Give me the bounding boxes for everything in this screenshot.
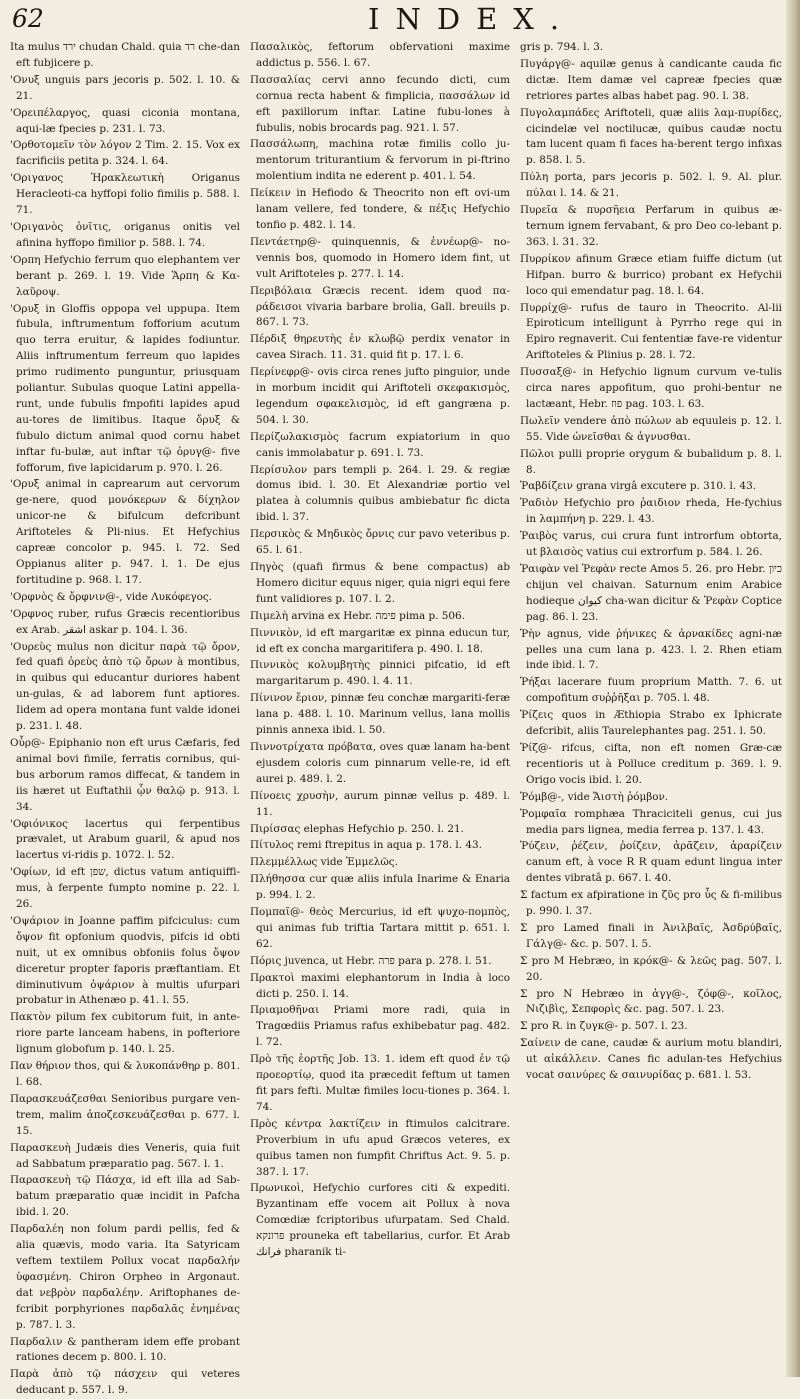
index-entry: Ita mulus ירד chudan Chald. quia רד che-dan eft fubjicere p. <box>10 41 240 69</box>
index-entry: Πιννοτρίχατα πρόβατα, oves quæ lanam ha-bent ejusdem coloris cum pinnarum velle-re, id eft aurei p. 489. l. 2. <box>250 740 510 785</box>
index-entry: Πρὸ τῆς ἑορτῆς Job. 13. 1. idem eft quod ἐν τῷ προεορτίῳ, quod ita præcedit feftum ut tamen fit pars fefti. Multæ fimiles locu-tiones p. 364. l. 74. <box>250 1053 510 1113</box>
index-entry: Παρδαλέη non folum pardi pellis, fed & alia quævis, modo varia. Ita Satyricam veftem textilem Pollux vocat παρδαλήν ὑφασμένη. Chiron Orpheo in Argonaut. dat νεβρὸν παρδαλέην. Ariftophanes de-fcribit porphyriones παρδαλᾶς ἐνημένας p. 787. l. 3. <box>10 1223 240 1331</box>
index-entry: 'Ορπη Hefychio ferrum quo elephantem ver berant p. 269. l. 19. Vide Ἅρπη & Κα-λαῦροψ. <box>10 253 240 298</box>
index-entry: Πυγάργ@- aquilæ genus à candicante cauda fic dictæ. Item damæ vel capreæ fpecies quæ retriores partes albas habet pag. 90. l. 38. <box>520 57 782 102</box>
index-entry: 'Ορφνος ruber, rufus Græcis recentioribus ex Arab. اشقر askar p. 104. l. 36. <box>10 607 240 636</box>
index-entry: Παν θήριον thos, qui & λυκοπάνθηρ p. 801. l. 68. <box>10 1060 240 1088</box>
index-entry: 'Ορθοτομεῖν τὸν λόγον 2 Tim. 2. 15. Vox ex facrificiis petita p. 324. l. 64. <box>10 139 240 168</box>
index-entry: Πιμελὴ arvina ex Hebr. פימה pima p. 506. <box>250 609 465 622</box>
index-entry: Ῥίζ@- rifcus, cifta, non eft nomen Græ-cæ recentioris ut à Polluce creditum p. 369. l. 9. Origo vocis ibid. l. 20. <box>520 741 782 786</box>
index-entry: Σ pro Lamed finali in Ἀνιλβαῖς, Ἀσδρύβαῖς, Γάλγ@- &c. p. 507. l. 5. <box>520 921 782 950</box>
index-entry: Πῶλοι pulli proprie orygum & bubalidum p. 8. l. 8. <box>520 447 782 476</box>
book-gutter <box>786 0 800 1377</box>
index-entry: Πασαλικὸς, feftorum obfervationi maxime addictus p. 556. l. 67. <box>250 41 510 69</box>
index-entry: Πακτὸν pilum fex cubitorum fuit, in ante-riore parte lanceam habens, in pofteriore lignum globofum p. 140. l. 25. <box>10 1011 240 1056</box>
index-entry: Περίνεφρ@- ovis circa renes jufto pinguior, unde in morbum incidit qui Ariftoteli σκεφακισμὸς, legendum σφακελισμὸς, id eft gangræna p. 504. l. 30. <box>250 366 510 426</box>
index-entry: Πλήθησσα cur quæ aliis infula Inarime & Enaria p. 994. l. 2. <box>250 873 510 902</box>
index-entry: Πίνοεις χρυσὴν, aurum pinnæ vellus p. 489. l. 11. <box>250 789 510 818</box>
index-entry: 'Ορυξ in Gloffis oppopa vel uppupa. Item fubula, inftrumentum fofforium acutum quo terra eruitur, & lapides fodiuntur. Aliis inftrumentum ferreum quo lapides primo rudimento punguntur, priusquam poliantur. Subulas quoque Latini appella-runt, unde fubulis fmpofiti lapides apud au-tores de limitibus. Itaque ὄρυξ & fubulo dictum animal quod cornu habet inftar fu-bulæ, aut inftar τῷ ὀρυγ@- five fofforum, five lapicidarum p. 970. l. 26. <box>10 302 240 474</box>
index-entry: Πυρρίκον afinum Græce etiam fuiffe dictum (ut Hifpan. burro & burrico) probant ex Hefychii loco qui emendatur pag. 18. l. 64. <box>520 252 782 297</box>
index-entry: Πηγὸς (quafi firmus & bene compactus) ab Homero dicitur equus niger, quia nigri equi fere funt validiores p. 107. l. 2. <box>250 561 510 605</box>
index-column-2 <box>250 40 510 1365</box>
index-entry: Παρασκευὴ Judæis dies Veneris, quia fuit ad Sabbatum præparatio pag. 567. l. 1. <box>10 1141 240 1170</box>
index-entry: Πείκειν in Hefiodo & Theocrito non eft ovi-um lanam vellere, fed tondere, & πέξις Hefychio tonfio p. 482. l. 14. <box>250 187 510 231</box>
index-entry: Σ pro N Hebræo in ἀγγ@-, ζόφ@-, κοῖλος, Νιζιβὶς, Σεπφορὶς &c. pag. 507. l. 23. <box>520 987 782 1016</box>
index-entry: Ῥύζειν, ῥέζειν, ῥοίζειν, ἀρᾶζειν, ἀραρίζειν canum eft, à voce R R quam edunt lingua inter dentes vibratâ p. 667. l. 40. <box>520 840 782 885</box>
index-entry: Ῥομφαῖα romphæa Thraciciteli genus, cui jus media pars lignea, media ferrea p. 137. l. 43. <box>520 807 782 836</box>
index-entry: Πύλη porta, pars jecoris p. 502. l. 9. Al. plur. πύλαι l. 14. & 21. <box>520 171 782 200</box>
index-entry: Πεντάετηρ@- quinquennis, & ἐννέωρ@- no-vennis bos, quomodo in Homero idem fint, ut vult Ariftoteles p. 277. l. 14. <box>250 235 510 280</box>
index-entry: Πλεμμέλλως vide Ἐμμελῶς. <box>250 856 398 869</box>
index-column-3 <box>520 40 782 1365</box>
index-entry: gris p. 794. l. 3. <box>520 41 604 53</box>
index-entry: Πυσσαξ@- in Hefychio lignum curvum ve-tulis circa nares appofitum, quo prohi-bentur ne lactæant, Hebr. פוז pag. 103. l. 63. <box>520 366 782 410</box>
index-entry: 'Οριγανὸς ὀνῖτις, origanus onitis vel afinina hyffopo fimilior p. 588. l. 74. <box>10 220 240 249</box>
index-entry: Πομπαῖ@- θεὸς Mercurius, id eft ψυχο-πομπὸς, qui animas fub triftia Tartara mittit p. 651. l. 62. <box>250 906 510 950</box>
index-entry: Πωλεῖν vendere ἀπὸ πώλων ab equuleis p. 12. l. 55. Vide ὠνεῖσθαι & ἀγνυσθαι. <box>520 414 782 443</box>
index-column-1 <box>10 40 240 1397</box>
index-entry: Ῥαιβὸς varus, cui crura funt introrfum obtorta, ut βλαισὸς vatius cui extrorfum p. 584. l. 26. <box>520 530 782 559</box>
index-entry: Ῥίζεις quos in Æthiopia Strabo ex Iphicrate defcribit, aliis Taurelephantes pag. 251. l. 50. <box>520 709 782 738</box>
index-entry: Πέρδιξ θηρευτὴς ἐν κλωβῷ perdix venator in cavea Sirach. 11. 31. quid fit p. 17. l. 6. <box>250 333 510 362</box>
index-entry: Περίζωλακισμὸς facrum expiatorium in quo canis immolabatur p. 691. l. 73. <box>250 430 510 459</box>
index-entry: 'Οφιόνικος lacertus qui ferpentibus prævalet, ut Arabum guaril, & apud nos lacertus vi-ridis p. 1072. l. 52. <box>10 817 240 862</box>
running-head: INDEX. <box>368 2 576 36</box>
index-entry: Πόρις juvenca, ut Hebr. פרה para p. 278. l. 51. <box>250 954 492 967</box>
index-entry: Πριαμοθῆναι Priami more radi, quia in Tragœdiis Priamus rafus exhibebatur pag. 482. l. 72. <box>250 1004 510 1049</box>
index-entry: Πίνινον ἔριον, pinnæ feu conchæ margariti-feræ lana p. 488. l. 10. Marinum vellus, lana mollis pinnis annexa ibid. l. 50. <box>250 692 510 737</box>
index-entry: Πίτυλος remi ftrepitus in aqua p. 178. l. 43. <box>250 839 482 852</box>
index-entry: 'Οψάριον in Joanne paffim pifciculus: cum ὄψον fit opfonium quodvis, pifcis id obti nuit, ut ex omnibus obfoniis folus ὄψον diceretur propter faporis præftantiam. Et diminutivum ὀψάριον à multis ufurpari probatur in Athenæo p. 41. l. 55. <box>10 914 240 1007</box>
page-number: 62 <box>12 4 44 33</box>
index-entry: Ῥαβδίζειν grana virgâ excutere p. 310. l. 43. <box>520 480 756 493</box>
index-entry: Πιννικὸν, id eft margaritæ ex pinna educun tur, id eft ex concha margaritifera p. 490. l. 18. <box>250 626 510 655</box>
index-entry: Ῥόμβ@-, vide Ἄιστὴ ῥόμβον. <box>520 790 669 803</box>
index-entry: Πρὸς κέντρα λακτίζειν in ftimulos calcitrare. Proverbium in ufu apud Græcos veteres, ex quibus tamen non fumpfit Chriftus Act. 9. 5. p. 387. l. 17. <box>250 1117 510 1178</box>
index-entry: Πυγολαμπάδες Ariftoteli, quæ aliis λαμ-πυρίδες, cicindelæ vel noctilucæ, quibus caudæ noctu tam lucent quam fi faces ha-berent tergo infixas p. 858. l. 5. <box>520 106 782 167</box>
index-entry: Ῥὴν agnus, vide ῥήνικες & ἀρνακίδες agni-næ pelles una cum lana p. 423. l. 2. Rhen etiam inde ibid. l. 7. <box>520 627 782 672</box>
index-entry: Σ factum ex afpiratione in ζῦς pro ὗς & fi-milibus p. 990. l. 37. <box>520 889 782 918</box>
index-entry: Πασσαλίας cervi anno fecundo dicti, cum cornua recta habent & fimplicia, πασσάλων id eft paxillorum inftar. Latine fubu-lones à fubulis, nobis brocards pag. 921. l. 57. <box>250 73 510 134</box>
index-entry: Ῥήξαι lacerare fuum proprium Matth. 7. 6. ut compofitum συῤῥῆξαι p. 705. l. 48. <box>520 676 782 705</box>
index-entry: Πρακτοὶ maximi elephantorum in India à loco dicti p. 250. l. 14. <box>250 971 510 1000</box>
index-entry: 'Ορυξ animal in caprearum aut cervorum ge-nere, quod μονόκερων & δίχηλον unicor-ne & bifulcum defcribunt Ariftoteles & Pli-nius. Et Hefychius capreæ concolor p. 945. l. 72. Sed Oppianus aliter p. 947. l. 1. De ejus fortitudine p. 968. l. 17. <box>10 478 240 586</box>
index-entry: Πιννικὸς κολυμβητὴς pinnici pifcatio, id eft margaritarum p. 490. l. 4. 11. <box>250 659 510 688</box>
index-entry: 'Οφίων, id eft שפן, dictus vatum antiquiffi-mus, à ferpente fumpto nomine p. 22. l. 26. <box>10 866 240 911</box>
index-entry: Περίσυλον pars templi p. 264. l. 29. & regiæ domus ibid. l. 30. Et Alexandriæ portio vel platea à columnis quibus ambiebatur fic dicta ibid. l. 37. <box>250 463 510 524</box>
index-entry: 'Ουρεὺς mulus non dicitur παρὰ τῷ ὄρον, fed quafi ὀρεὺς ἀπὸ τῷ ὄρων à montibus, in quibus qui educantur duriores habent un-gulas, & ad laborem funt aptiores. Iidem ad opera montana funt valde idonei p. 231. l. 48. <box>10 640 240 733</box>
index-entry: Παρὰ ἀπὸ τῷ πάσχειν qui veteres deducant p. 557. l. 9. <box>10 1368 240 1397</box>
page-header <box>0 0 800 40</box>
index-entry: 'Οριγανος Ἡρακλεωτικὴ Origanus Heracleoti-ca hyffopi folio fimilis p. 588. l. 71. <box>10 172 240 217</box>
index-entry: Παρασκευὴ τῷ Πάσχα, id eft illa ad Sab-batum præparatio quæ incidit in Pafcha ibid. l. 20. <box>10 1174 240 1219</box>
index-entry: Ῥαδιὸν Hefychio pro ῥαιδιον rheda, He-fychius in λαμπήνη p. 229. l. 43. <box>520 497 782 526</box>
index-entry: Παρδαλιν & pantheram idem effe probant rationes decem p. 800. l. 10. <box>10 1335 240 1364</box>
index-entry: Παρασκευάζεσθαι Senioribus purgare ven-trem, malim ἀποζεσκευάζεσθαι p. 677. l. 15. <box>10 1092 240 1137</box>
index-entry: Περσικὸς & Μηδικὸς ὄρνις cur pavo veteribus p. 65. l. 61. <box>250 528 510 557</box>
index-entry: Πυρεῖα & πυρσῆεια Perfarum in quibus æ-ternum ignem fervabant, & pro Deo co-lebant p. 363. l. 31. 32. <box>520 204 782 248</box>
index-entry: Πιρίσσας elephas Hefychio p. 250. l. 21. <box>250 822 464 835</box>
index-entry: Πρωνικοὶ, Hefychio curfores citi & expediti. Byzantinam effe vocem ait Pollux à nova Comœdiæ fcriptoribus ufurpatam. Sed Chald. פרונקא prouneka eft tabellarius, curfor. Et Arab فرانك pharanik ti- <box>250 1182 510 1259</box>
index-entry: 'Ορειπέλαργος, quasi ciconia montana, aqui-læ fpecies p. 231. l. 73. <box>10 106 240 135</box>
index-entry: 'Ονυξ unguis pars jecoris p. 502. l. 10. & 21. <box>10 73 240 102</box>
index-entry: Οὖρ@- Epiphanio non eft urus Cæfaris, fed animal bovi fimile, ferratis cornibus, qui-bus arborum ramos diffecat, & tandem in iis hæret ut Euftathii ᾧν θαλῷ p. 913. l. 34. <box>10 736 240 813</box>
index-entry: Σ pro R. in ζυγκ@- p. 507. l. 23. <box>520 1020 688 1033</box>
index-entry: Περιβόλαια Græcis recent. idem quod πα-ράδεισοι vivaria barbare brolia, Gall. breuils p. 867. l. 73. <box>250 284 510 329</box>
index-entry: 'Ορφνὸς & ὄρφνιν@-, vide Λυκόφεγος. <box>10 590 212 603</box>
index-entry: Ῥαιφὰν vel Ῥεφὰν recte Amos 5. 26. pro Hebr. כיון chijun vel chaivan. Saturnum enim Arabice hodieque كيوان cha-wan dicitur & Ῥεφὰν Coptice pag. 86. l. 23. <box>520 563 782 623</box>
index-entry: Σ pro M Hebræo, in κρόκ@- & λεῶς pag. 507. l. 20. <box>520 954 782 983</box>
index-entry: Πασσάλωπη, machina rotæ fimilis collo ju-mentorum triturantium & fervorum in pi-ftrino molentium indita ne ederent p. 401. l. 54. <box>250 138 510 183</box>
index-entry: Σαίνειν de cane, caudæ & aurium motu blandiri, ut αἰκάλλειν. Canes fic adulan-tes Hefychius vocat σαινύρες & σαινυρίδας p. 681. l. 53. <box>520 1037 782 1082</box>
index-entry: Πυρρίχ@- rufus de tauro in Theocrito. Al-lii Epiroticum intelligunt à Pyrrho rege qui in Epiro regnaverit. Cui fententiæ fave-re videntur Ariftoteles & Plinius p. 28. l. 72. <box>520 301 782 362</box>
